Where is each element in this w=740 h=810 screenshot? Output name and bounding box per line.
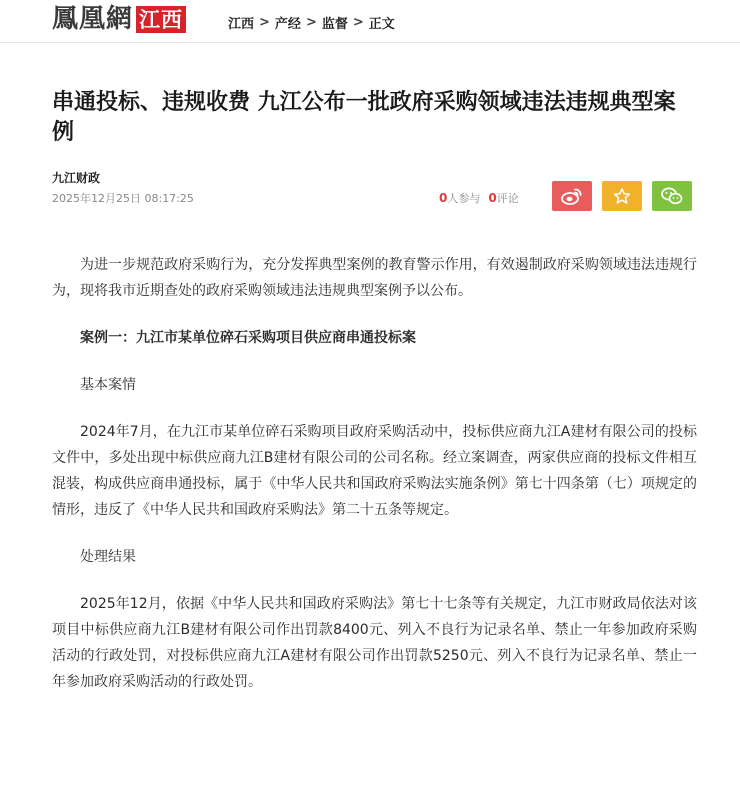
article-stats [439,190,527,206]
weibo-icon [561,187,583,205]
logo-text: 鳳凰網 [52,4,134,34]
article-paragraph: 2024年7月，在九江市某单位碎石采购项目政府采购活动中，投标供应商九江A建材有限公司的投标文件中，多处出现中标供应商九江B建材有限公司的公司名称。经立案调查，两家供应商的投标文件相互混装，构成供应商串通投标，属于《中华人民共和国政府采购法实施条例》第七十四条第（七）项规定的情形，违反了《中华人民共和国政府采购法》第二十五条等规定。 [52,424,697,518]
share-weibo-button[interactable] [552,181,592,211]
favorite-button[interactable] [602,181,642,211]
article-author[interactable]: 九江财政 [52,171,101,185]
star-icon [613,187,631,205]
breadcrumb [228,12,395,32]
site-header [0,0,740,43]
case-heading: 案例一：九江市某单位碎石采购项目供应商串通投标案 [80,330,416,346]
article-paragraph: 2025年12月，依据《中华人民共和国政府采购法》第七十七条等有关规定，九江市财政局依法对该项目中标供应商九江B建材有限公司作出罚款8400元、列入不良行为记录名单、禁止一年参加政府采购活动的行政处罚，对投标供应商九江A建材有限公司作出罚款5250元、列入不良行为记录名单、禁止一年参加政府采购活动的行政处罚。 [52,596,697,690]
participants-count: 0 [439,191,448,205]
comments-stat[interactable] [488,190,518,206]
breadcrumb-item-current: 正文 [368,16,395,32]
participants-stat[interactable] [439,190,480,206]
article-title: 串通投标、违规收费 九江公布一批政府采购领域违法违规典型案例 [52,90,676,145]
wechat-icon [661,187,683,205]
article-datetime: 2025年12月25日 08:17:25 [52,192,194,205]
breadcrumb-separator: > [259,14,270,30]
share-wechat-button[interactable] [652,181,692,211]
breadcrumb-item-jiangxi[interactable]: 江西 [228,16,255,32]
section-heading-result: 处理结果 [80,549,136,565]
breadcrumb-item-jiandu[interactable]: 监督 [321,16,348,32]
participants-label: 人参与 [447,192,481,205]
section-heading-basic-facts: 基本案情 [80,377,136,393]
logo-region-badge: 江西 [136,6,186,33]
comments-count: 0 [488,191,497,205]
article-paragraph: 为进一步规范政府采购行为，充分发挥典型案例的教育警示作用，有效遏制政府采购领域违法违规行为，现将我市近期查处的政府采购领域违法违规典型案例予以公布。 [52,257,697,299]
site-logo[interactable] [52,4,186,34]
breadcrumb-separator: > [352,14,364,30]
breadcrumb-separator: > [305,14,317,30]
comments-label: 评论 [496,192,519,205]
breadcrumb-item-chanjing[interactable]: 产经 [274,16,301,32]
article-body [52,252,697,695]
